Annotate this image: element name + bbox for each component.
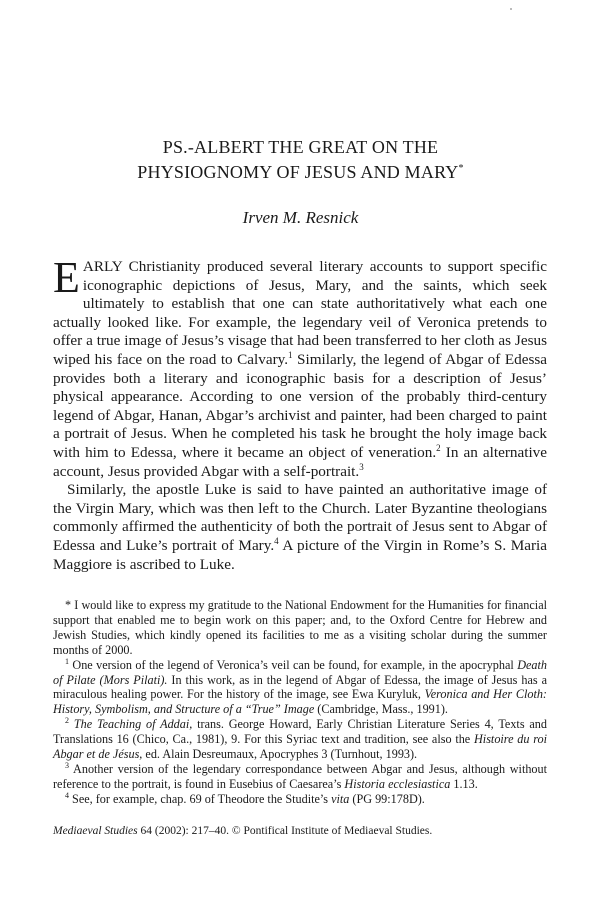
citation-details: 64 (2002): 217–40. © Pontifical Institute of Mediaeval Studies.: [137, 825, 433, 837]
journal-name: Mediaeval Studies: [53, 825, 138, 837]
footnote-1-text-c: (Cambridge, Mass., 1991).: [314, 702, 448, 717]
footnote-2-title-b: Histoire du roi Abgar et de Jésus,: [53, 732, 547, 762]
article-title: [0, 136, 601, 183]
paragraph-1-text-c: In an alternative account, Jesus provided Abgar with a self-portrait.: [53, 443, 548, 480]
footnote-4-text-a: See, for example, chap. 69 of Theodore the Studite’s: [69, 791, 332, 806]
scan-speck: [510, 8, 512, 10]
footnote-3-text-b: 1.13.: [450, 776, 478, 791]
footnote-3-title: Historia ecclesiastica: [344, 776, 451, 791]
title-line-2-text: PHYSIOGNOMY OF JESUS AND MARY: [137, 162, 459, 182]
footnote-2: [53, 717, 547, 762]
footnote-3-number: 3: [65, 760, 69, 770]
footnote-3-text-a: Another version of the legendary correspondance between Abgar and Jesus, although without reference to the portrait, is found in Eusebius of Caesarea’s: [53, 761, 547, 791]
footnote-1-title-b: Veronica and Her Cloth: History, Symbolism, and Structure of a “True” Image: [53, 687, 547, 717]
footnote-ref-2[interactable]: 2: [436, 442, 441, 453]
title-footnote-mark: *: [458, 163, 464, 174]
footnote-star-mark: *: [65, 598, 72, 612]
footnote-star-text: I would like to express my gratitude to the National Endowment for the Humanities for financial support that enabled me to begin work on this paper; and, to the Oxford Centre for Hebrew and Jewish Studies, which kindly opened its facilities to me as a visiting scholar during the summer months of 2000.: [53, 598, 547, 657]
article-body: [53, 253, 548, 574]
paragraph-1-text-a: ARLY Christianity produced several literary accounts to support specific iconographic depictions of Jesus, Mary, and the saints, which seek ultimately to establish that one can state authoritatively what each one actually looked like. For example, the legendary veil of Veronica pretends to offer a true image of Jesus’s visage that had been transferred to her cloth as Jesus wiped his face on the road to Calvary.: [53, 258, 547, 368]
footnotes: [53, 598, 547, 807]
drop-cap: E: [53, 253, 80, 302]
footnote-4-title: vita: [331, 791, 350, 806]
footnote-4: [53, 792, 547, 807]
footnote-2-number: 2: [65, 716, 69, 726]
footnote-1: [53, 658, 547, 718]
footnote-star: [53, 598, 547, 658]
paragraph-1: [53, 253, 548, 481]
paragraph-1-text-b: Similarly, the legend of Abgar of Edessa provides both a literary and iconographic basis for a description of Jesus’ physical appearance. According to one version of the probably third-century legend of Abgar, Hanan, Abgar’s archivist and painter, had been charged to paint a portrait of Jesus. When he completed his task he brought the holy image back with him to Edessa, where it became an object of veneration.: [53, 350, 547, 461]
footnote-2-title-a: The Teaching of Addai,: [73, 717, 193, 732]
author-name: Irven M. Resnick: [242, 208, 359, 227]
footnote-4-number: 4: [65, 790, 69, 800]
footnote-1-text-b: In this work, as in the legend of Abgar of Edessa, the image of Jesus has a miraculous healing power. For the history of the image, see Ewa Kuryluk,: [53, 672, 547, 702]
footnote-1-number: 1: [65, 656, 69, 666]
footnote-ref-1[interactable]: 1: [288, 349, 293, 360]
footnote-ref-4[interactable]: 4: [274, 535, 279, 546]
footnote-1-text-a: One version of the legend of Veronica’s veil can be found, for example, in the apocryphal: [69, 657, 518, 672]
paragraph-2-text-a: Similarly, the apostle Luke is said to have painted an authoritative image of the Virgin Mary, which was then left to the Church. Later Byzantine theologians commonly affirmed the authenticity of both the portrait of Jesus sent to Abgar of Edessa and Luke’s portrait of Mary.: [53, 481, 547, 554]
footnote-3: [53, 762, 547, 792]
paragraph-2-text-b: A picture of the Virgin in Rome’s S. Maria Maggiore is ascribed to Luke.: [53, 536, 547, 573]
title-line-1: PS.-ALBERT THE GREAT ON THE: [162, 137, 439, 157]
footnote-2-text-a: trans. George Howard, Early Christian Literature Series 4, Texts and Translations 16 (Chico, Ca., 1981), 9. For this Syriac text and tradition, see also the: [53, 717, 547, 747]
footnote-ref-3[interactable]: 3: [359, 461, 364, 472]
page-footer: [53, 825, 432, 837]
footnote-4-text-b: (PG 99:178D).: [349, 791, 425, 806]
title-line-2: [0, 158, 601, 183]
footnote-1-title-a: Death of Pilate (Mors Pilati).: [53, 657, 547, 687]
paragraph-2: [53, 481, 547, 574]
footnote-2-text-b: ed. Alain Desreumaux, Apocryphes 3 (Turnhout, 1993).: [142, 747, 418, 762]
